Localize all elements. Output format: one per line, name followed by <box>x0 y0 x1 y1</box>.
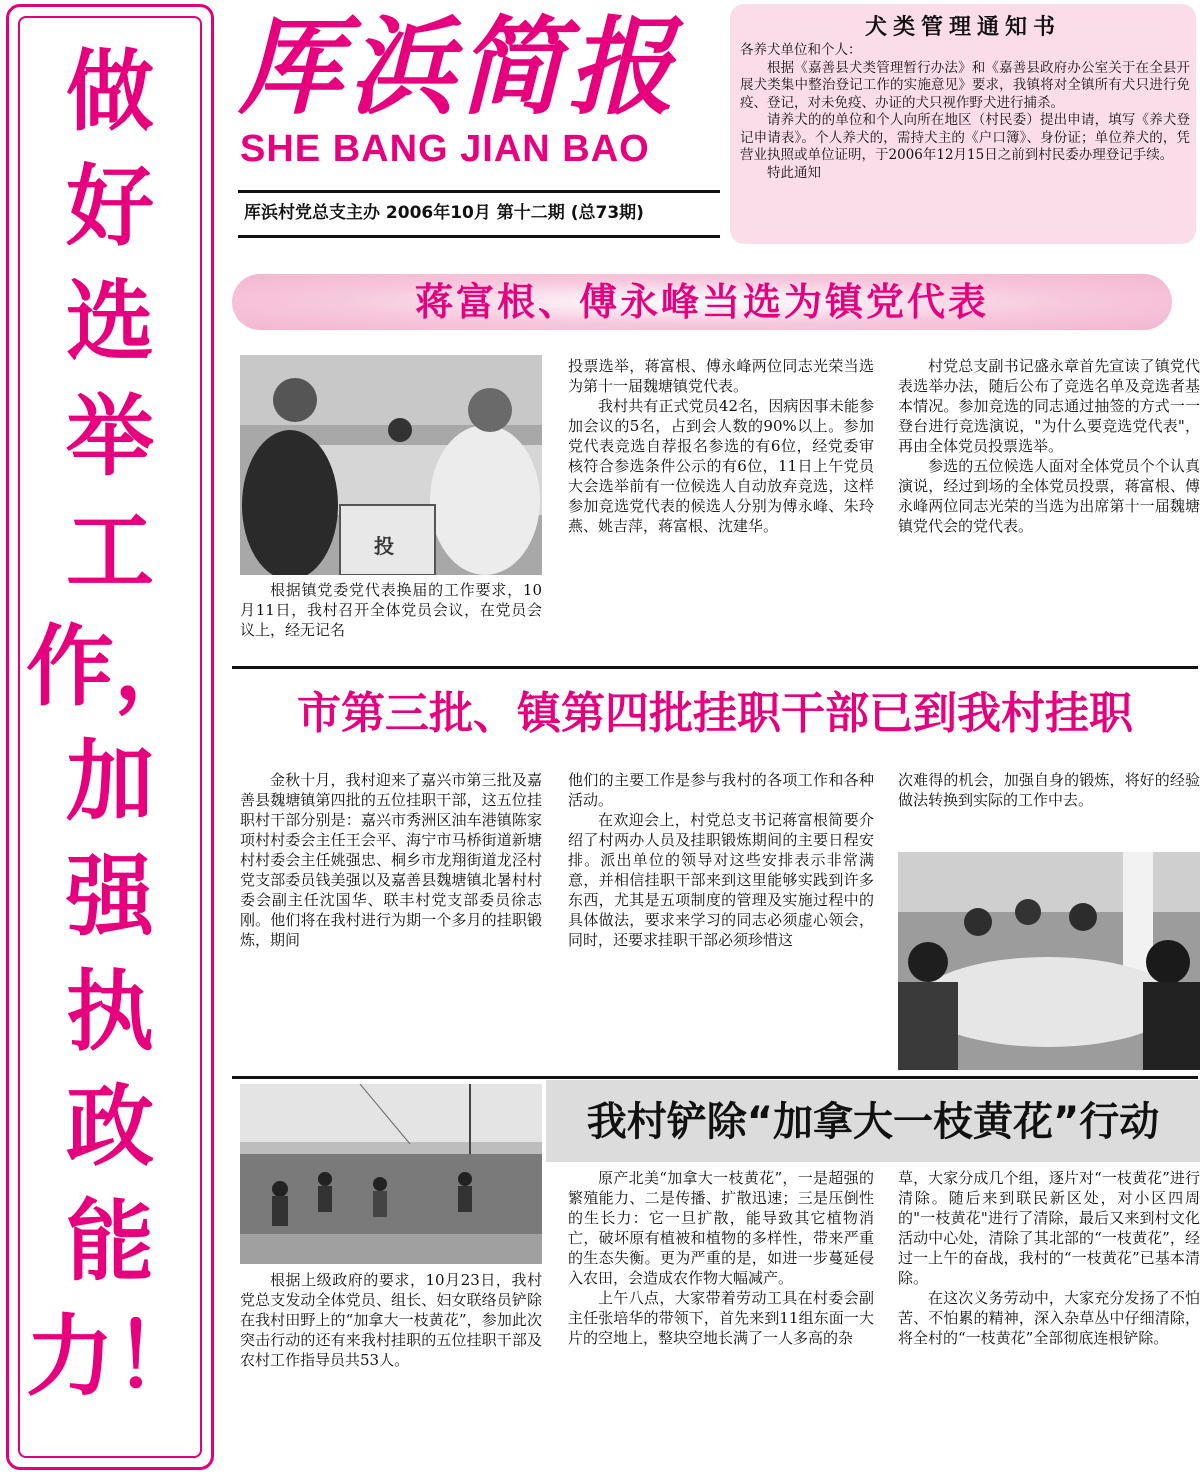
voting-photo <box>240 355 542 575</box>
article2-paragraph: 他们的主要工作是参与我村的各项工作和各种活动。 <box>568 771 874 809</box>
article3-col2 <box>568 1168 874 1474</box>
article1-paragraph: 根据镇党委党代表换届的工作要求，10月11日，我村召开全体党员会议，在党员会议上，经无记名 <box>240 581 542 639</box>
section-divider <box>232 666 1198 669</box>
meeting-photo <box>898 852 1200 1070</box>
article3-paragraph: 草，大家分成几个组，逐片对“一枝黄花”进行清除。随后来到联民新区处，对小区四周的"一枝黄花"进行了清除，最后又来到村文化活动中心处，清除了其北部的“一枝黄花”，经过一上午的奋战，我村的“一枝黄花”已基本清除。 <box>898 1169 1200 1287</box>
ballot-box-label: 投 <box>374 534 394 558</box>
article1-col1 <box>240 580 542 660</box>
notice-paragraph: 根据《嘉善县犬类管理暂行办法》和《嘉善县政府办公室关于在全县开展犬类集中整治登记工作的实施意见》要求，我镇将对全镇所有犬只进行免疫、登记，对未免疫、办证的犬只视作野犬进行捕杀。 <box>740 59 1190 111</box>
article1-paragraph: 投票选举，蒋富根、傅永峰两位同志光荣当选为第十一届魏塘镇党代表。 <box>568 357 874 395</box>
article2-col2 <box>568 770 874 1070</box>
field-work-photo <box>240 1084 542 1264</box>
masthead-title: 厍浜简报 <box>238 4 678 129</box>
article1-paragraph: 参选的五位候选人面对全体党员个个认真演说，经过到场的全体党员投票，蒋富根、傅永峰两位同志光荣的当选为出席第十一届魏塘镇党代会的党代表。 <box>898 457 1200 535</box>
notice-closing: 特此通知 <box>767 164 821 181</box>
article1-headline: 蒋富根、傅永峰当选为镇党代表 <box>414 280 989 324</box>
article1-col2 <box>568 356 874 662</box>
article2-paragraph: 在欢迎会上，村党总支书记蒋富根简要介绍了村两办人员及挂职锻炼期间的主要日程安排。派出单位的领导对这些安排表示非常满意，并相信挂职干部来到这里能够实践到许多东西，尤其是五项制度的管理及实施过程中的具体做法，要求来学习的同志必须虚心领会，同时，还要求挂职干部必须珍惜这 <box>568 811 874 949</box>
article3-headline: 我村铲除“加拿大一枝黄花”行动 <box>586 1099 1160 1145</box>
article1-col3 <box>898 356 1200 662</box>
notice-salutation: 各养犬单位和个人： <box>740 42 862 58</box>
article3-col3 <box>898 1168 1200 1474</box>
masthead-pinyin: SHE BANG JIAN BAO <box>240 128 650 170</box>
section-divider <box>232 1076 1198 1079</box>
article1-paragraph: 村党总支副书记盛永章首先宣读了镇党代表选举办法，随后公布了竞选名单及竞选者基本情况。参加竞选的同志通过抽签的方式一一登台进行竞选演说，"为什么要竞选党代表"，再由全体党员投票选举。 <box>898 357 1200 455</box>
notice-paragraph: 请养犬的的单位和个人向所在地区（村民委）提出申请，填写《养犬登记申请表》。个人养犬的，需持犬主的《户口簿》、身份证；单位养犬的，凭营业执照或单位证明，于2006年12月15日之前到村民委办理登记手续。 <box>740 112 1190 163</box>
article2-col3 <box>898 770 1200 848</box>
notice-title: 犬类管理通知书 <box>864 14 1061 40</box>
vertical-slogan: 做好选举工作，加强执政能力！ <box>26 40 203 1408</box>
issue-info: 厍浜村党总支主办 2006年10月 第十二期 (总73期) <box>244 203 644 223</box>
article1-paragraph: 我村共有正式党员42名，因病因事未能参加会议的5名，占到会人数的90%以上。参加党代表竞选自荐报名参选的有6位，经党委审核符合参选条件公示的有6位，11日上午党员大会选举前有一位候选人自动放弃竞选，这样参加竞选党代表的候选人分别为傅永峰、朱玲燕、姚吉萍，蒋富根、沈建华。 <box>568 397 874 535</box>
notice-body <box>740 42 1190 182</box>
article2-paragraph: 次难得的机会，加强自身的锻炼，将好的经验做法转换到实际的工作中去。 <box>898 771 1200 809</box>
article3-paragraph: 在这次义务劳动中，大家充分发扬了不怕苦、不怕累的精神，深入杂草丛中仔细清除，将全村的“一枝黄花”全部彻底连根铲除。 <box>898 1289 1200 1347</box>
article3-col1 <box>240 1270 542 1474</box>
article2-headline: 市第三批、镇第四批挂职干部已到我村挂职 <box>297 688 1133 739</box>
article2-col1 <box>240 770 542 1070</box>
article3-paragraph: 上午八点，大家带着劳动工具在村委会副主任张培华的带领下，首先来到11组东面一大片的空地上，整块空地长满了一人多高的杂 <box>568 1289 874 1347</box>
article3-paragraph: 原产北美“加拿大一枝黄花”，一是超强的繁殖能力、二是传播、扩散迅速；三是压倒性的生长力：它一旦扩散，能导致其它植物消亡，破坏原有植被和植物的多样性，带来严重的生态失衡。更为严重的是，如进一步蔓延侵入农田，会造成农作物大幅减产。 <box>568 1169 874 1287</box>
article3-paragraph: 根据上级政府的要求，10月23日，我村党总支发动全体党员、组长、妇女联络员铲除在我村田野上的“加拿大一枝黄花”，参加此次突击行动的还有来我村挂职的五位挂职干部及农村工作指导员共53人。 <box>240 1271 542 1369</box>
article2-paragraph: 金秋十月，我村迎来了嘉兴市第三批及嘉善县魏塘镇第四批的五位挂职干部，这五位挂职村干部分别是：嘉兴市秀洲区油车港镇陈家项村村委会主任王会平、海宁市马桥街道新塘村村委会主任姚强忠、桐乡市龙翔街道龙泾村党支部委员钱美强以及嘉善县魏塘镇北暑村村委会副主任沈国华、联丰村党支部委员徐志刚。他们将在我村进行为期一个多月的挂职锻炼，期间 <box>240 771 542 949</box>
